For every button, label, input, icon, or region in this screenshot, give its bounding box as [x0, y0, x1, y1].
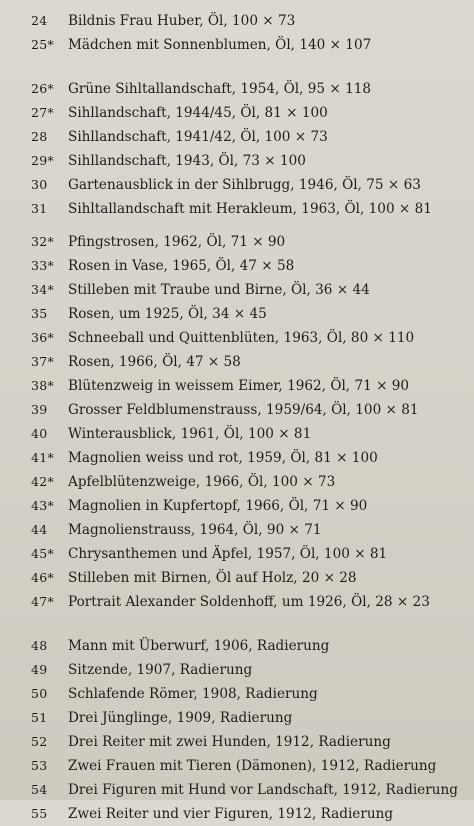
- entry-number: 35: [31, 306, 48, 321]
- entry-title: Magnolienstrauss, 1964, Öl, 90 × 71: [68, 522, 322, 538]
- entry-number: 39: [31, 402, 48, 417]
- entry-title: Rosen, 1966, Öl, 47 × 58: [68, 354, 241, 370]
- entry-number: 32*: [31, 234, 55, 249]
- entry-title: Drei Reiter mit zwei Hunden, 1912, Radierung: [68, 734, 391, 750]
- catalog-entry: [0, 350, 474, 374]
- entry-title: Pfingstrosen, 1962, Öl, 71 × 90: [68, 234, 286, 250]
- catalog-entry: [0, 77, 474, 101]
- catalog-entry: [0, 518, 474, 542]
- entry-title: Winterausblick, 1961, Öl, 100 × 81: [68, 426, 312, 442]
- entry-number: 24: [31, 13, 48, 28]
- entry-title: Magnolien weiss und rot, 1959, Öl, 81 × 100: [68, 450, 378, 466]
- catalog-entry: [0, 730, 474, 754]
- entry-title: Zwei Frauen mit Tieren (Dämonen), 1912, Radierung: [68, 758, 437, 774]
- entry-title: Magnolien in Kupfertopf, 1966, Öl, 71 × 90: [68, 498, 368, 514]
- entry-number: 40: [31, 426, 48, 441]
- catalog-entry: [0, 33, 474, 57]
- entry-title: Schlafende Römer, 1908, Radierung: [68, 686, 318, 702]
- catalog-group: [0, 634, 474, 826]
- entry-title: Chrysanthemen und Äpfel, 1957, Öl, 100 × 81: [68, 546, 388, 562]
- catalog-entry: [0, 542, 474, 566]
- entry-number: 43*: [31, 498, 55, 513]
- entry-number: 29*: [31, 153, 55, 168]
- entry-number: 52: [31, 734, 48, 749]
- entry-number: 45*: [31, 546, 55, 561]
- catalog-entry: [0, 326, 474, 350]
- entry-title: Stilleben mit Traube und Birne, Öl, 36 × 44: [68, 282, 370, 298]
- catalog-entry: [0, 494, 474, 518]
- catalog-entry: [0, 422, 474, 446]
- entry-title: Rosen in Vase, 1965, Öl, 47 × 58: [68, 258, 295, 274]
- catalog-entry: [0, 446, 474, 470]
- entry-number: 46*: [31, 570, 55, 585]
- entry-number: 41*: [31, 450, 55, 465]
- entry-number: 51: [31, 710, 48, 725]
- entry-number: 31: [31, 201, 48, 216]
- entry-title: Bildnis Frau Huber, Öl, 100 × 73: [68, 13, 296, 29]
- catalog-entry: [0, 634, 474, 658]
- entry-title: Grüne Sihltallandschaft, 1954, Öl, 95 × 118: [68, 81, 372, 97]
- entry-title: Sitzende, 1907, Radierung: [68, 662, 253, 678]
- entry-title: Sihllandschaft, 1944/45, Öl, 81 × 100: [68, 105, 328, 121]
- catalog-entry: [0, 197, 474, 221]
- catalog-entry: [0, 802, 474, 826]
- catalog-entry: [0, 778, 474, 802]
- entry-number: 50: [31, 686, 48, 701]
- entry-title: Blütenzweig in weissem Eimer, 1962, Öl, 71 × 90: [68, 378, 410, 394]
- entry-number: 54: [31, 782, 48, 797]
- catalog-entry: [0, 254, 474, 278]
- entry-number: 49: [31, 662, 48, 677]
- catalog-entry: [0, 302, 474, 326]
- entry-number: 48: [31, 638, 48, 653]
- catalog-group: [0, 77, 474, 221]
- entry-number: 44: [31, 522, 48, 537]
- catalog-entry: [0, 125, 474, 149]
- catalog-entry: [0, 566, 474, 590]
- catalog-entry: [0, 682, 474, 706]
- entry-number: 42*: [31, 474, 55, 489]
- entry-number: 28: [31, 129, 48, 144]
- entry-number: 25*: [31, 37, 55, 52]
- entry-title: Drei Figuren mit Hund vor Landschaft, 1912, Radierung: [68, 782, 458, 798]
- entry-number: 55: [31, 806, 48, 821]
- entry-number: 47*: [31, 594, 55, 609]
- catalog-entry: [0, 754, 474, 778]
- entry-title: Mädchen mit Sonnenblumen, Öl, 140 × 107: [68, 37, 372, 53]
- entry-title: Sihltallandschaft mit Herakleum, 1963, Öl, 100 × 81: [68, 201, 432, 217]
- entry-title: Apfelblütenzweige, 1966, Öl, 100 × 73: [68, 474, 336, 490]
- entry-title: Stilleben mit Birnen, Öl auf Holz, 20 × 28: [68, 570, 357, 586]
- entry-title: Mann mit Überwurf, 1906, Radierung: [68, 638, 330, 654]
- entry-number: 26*: [31, 81, 55, 96]
- entry-number: 27*: [31, 105, 55, 120]
- catalog-entry: [0, 374, 474, 398]
- catalog-group: [0, 230, 474, 614]
- entry-title: Gartenausblick in der Sihlbrugg, 1946, Öl, 75 × 63: [68, 177, 421, 193]
- catalog-entry: [0, 230, 474, 254]
- entry-number: 37*: [31, 354, 55, 369]
- entry-title: Drei Jünglinge, 1909, Radierung: [68, 710, 293, 726]
- catalog-entry: [0, 658, 474, 682]
- entry-title: Sihllandschaft, 1943, Öl, 73 × 100: [68, 153, 306, 169]
- entry-number: 33*: [31, 258, 55, 273]
- catalog-entry: [0, 470, 474, 494]
- entry-number: 36*: [31, 330, 55, 345]
- catalog-entry: [0, 706, 474, 730]
- catalog-entry: [0, 398, 474, 422]
- catalog-entry: [0, 9, 474, 33]
- entry-number: 34*: [31, 282, 55, 297]
- catalog-entry: [0, 173, 474, 197]
- entry-title: Sihllandschaft, 1941/42, Öl, 100 × 73: [68, 129, 328, 145]
- catalog-entry: [0, 149, 474, 173]
- entry-title: Schneeball und Quittenblüten, 1963, Öl, 80 × 110: [68, 330, 415, 346]
- catalog-entry: [0, 590, 474, 614]
- entry-title: Portrait Alexander Soldenhoff, um 1926, Öl, 28 × 23: [68, 594, 430, 610]
- entry-number: 53: [31, 758, 48, 773]
- catalog-group: [0, 9, 474, 57]
- entry-title: Grosser Feldblumenstrauss, 1959/64, Öl, 100 × 81: [68, 402, 419, 418]
- entry-title: Rosen, um 1925, Öl, 34 × 45: [68, 306, 267, 322]
- catalog-entry: [0, 101, 474, 125]
- entry-number: 38*: [31, 378, 55, 393]
- entry-title: Zwei Reiter und vier Figuren, 1912, Radierung: [68, 806, 394, 822]
- entry-number: 30: [31, 177, 48, 192]
- catalog-entry: [0, 278, 474, 302]
